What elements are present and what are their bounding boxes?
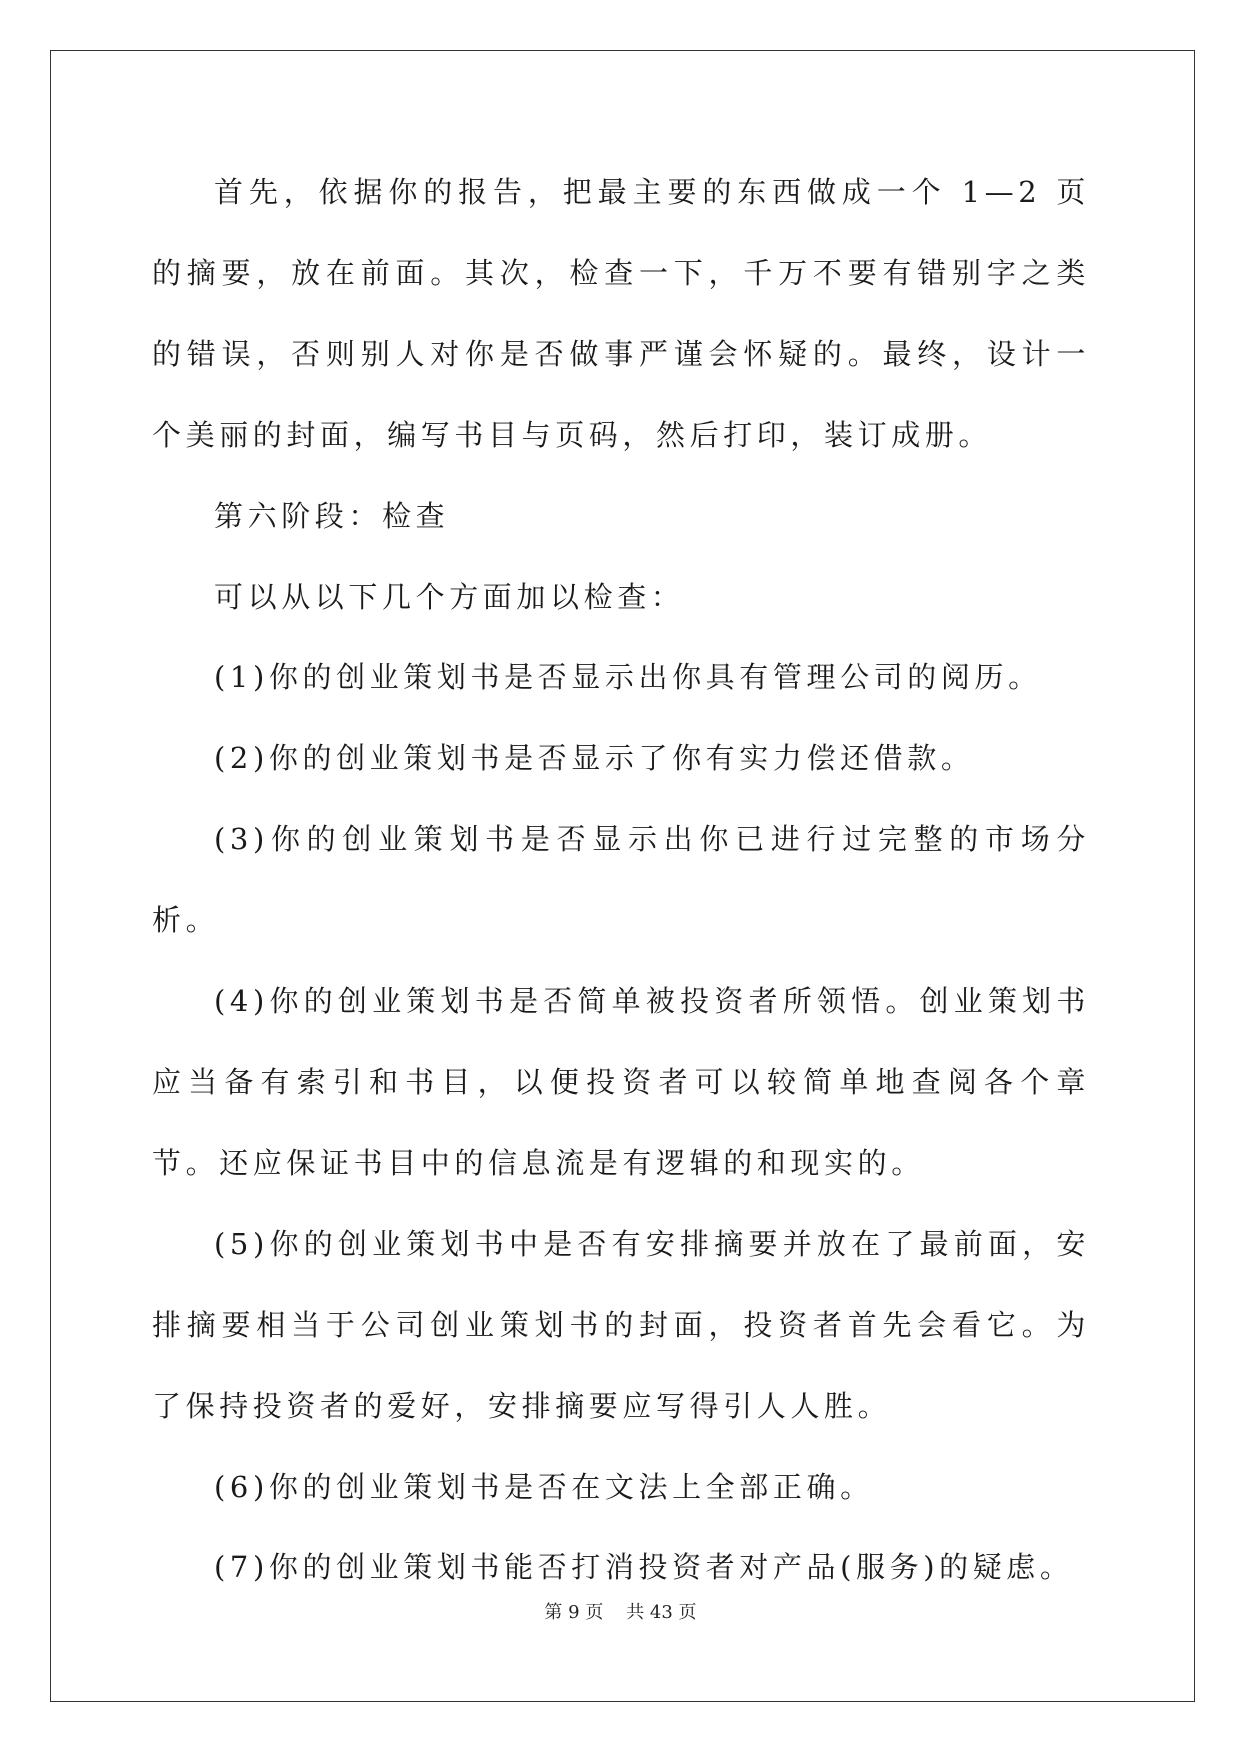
section-heading-stage-six: 第六阶段：检查 [214, 498, 450, 533]
paragraph-check-intro: 可以从以下几个方面加以检查： [214, 579, 685, 614]
check-item-2: (2)你的创业策划书是否显示了你有实力偿还借款。 [214, 741, 975, 776]
check-item-3: (3)你的创业策划书是否显示出你已进行过完整的市场分析。 [152, 822, 1090, 938]
check-item-4: (4)你的创业策划书是否简单被投资者所领悟。创业策划书应当备有索引和书目，以便投资者可以较简单地查阅各个章节。还应保证书目中的信息流是有逻辑的和现实的。 [152, 984, 1090, 1180]
page-footer [0, 1598, 1241, 1624]
check-item-1: (1)你的创业策划书是否显示出你具有管理公司的阅历。 [214, 660, 1042, 695]
document-body [152, 152, 1090, 1608]
check-item-5: (5)你的创业策划书中是否有安排摘要并放在了最前面，安排摘要相当于公司创业策划书的封面，投资者首先会看它。为了保持投资者的爱好，安排摘要应写得引人人胜。 [152, 1226, 1090, 1423]
page-number-label: 第 9 页 共 43 页 [544, 1602, 697, 1623]
check-item-7: (7)你的创业策划书能否打消投资者对产品(服务)的疑虑。 [214, 1550, 1074, 1585]
check-item-6: (6)你的创业策划书是否在文法上全部正确。 [214, 1469, 874, 1504]
paragraph-summary-advice: 首先，依据你的报告，把最主要的东西做成一个 1—2 页的摘要，放在前面。其次，检查一下，千万不要有错别字之类的错误，否则别人对你是否做事严谨会怀疑的。最终，设计一个美丽的封面，编写书目与页码，然后打印，装订成册。 [152, 175, 1090, 452]
